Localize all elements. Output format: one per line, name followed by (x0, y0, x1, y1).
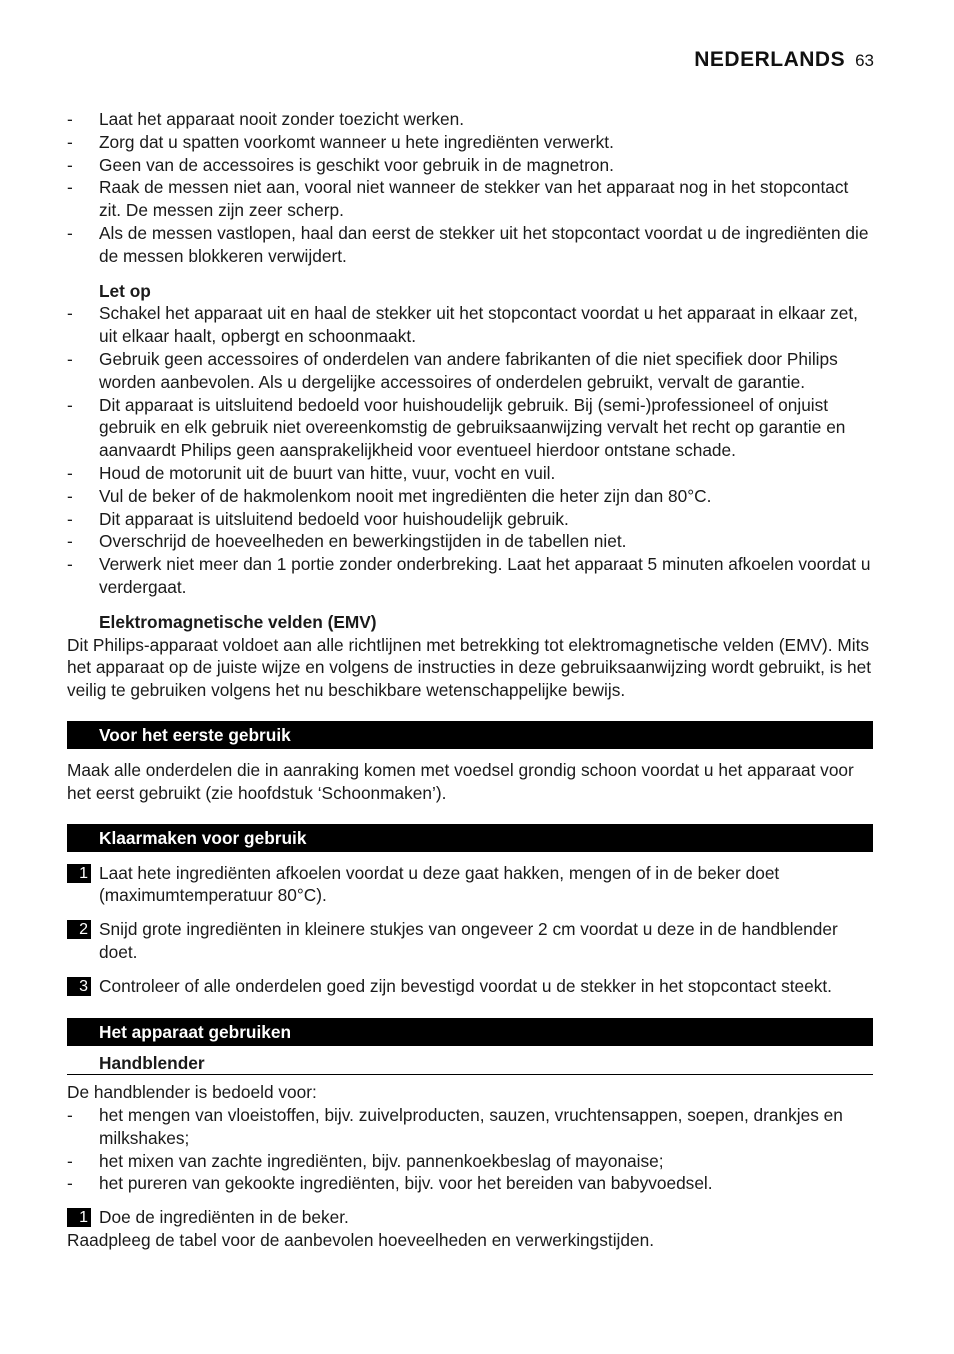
list-item: - Verwerk niet meer dan 1 portie zonder onderbreking. Laat het apparaat 5 minuten afkoelen voordat u verdergaat. (67, 553, 873, 599)
section-bar-prepare: Klaarmaken voor gebruik (67, 824, 873, 852)
first-use-text: Maak alle onderdelen die in aanraking komen met voedsel grondig schoon voordat u het apparaat voor het eerst gebruikt (zie hoofdstuk ‘Schoonmaken’). (67, 759, 854, 803)
handblender-heading: Handblender (99, 1052, 205, 1073)
usage-note: Raadpleeg de tabel voor de aanbevolen hoeveelheden en verwerkingstijden. (67, 1230, 655, 1251)
step-text: Doe de ingrediënten in de beker. (99, 1207, 349, 1228)
warnings-list (67, 108, 873, 268)
section-bar-first-use: Voor het eerste gebruik (67, 721, 873, 749)
emf-heading: Elektromagnetische velden (EMV) (99, 611, 377, 632)
list-item: - Vul de beker of de hakmolenkom nooit met ingrediënten die heter zijn dan 80°C. (67, 485, 873, 508)
page-number: 63 (855, 51, 874, 70)
step-number: 2 (67, 920, 91, 939)
list-item: - Dit apparaat is uitsluitend bedoeld voor huishoudelijk gebruik. Bij (semi-)professioneel of onjuist gebruik en elk gebruik niet overeenkomstig de gebruiksaanwijzing vervalt het recht op garantie en aanvaardt Philips geen aansprakelijkheid voor eventueel hierdoor ontstane schade. (67, 394, 873, 462)
list-item: - Laat het apparaat nooit zonder toezicht werken. (67, 108, 873, 131)
list-item: - Schakel het apparaat uit en haal de stekker uit het stopcontact voordat u het apparaat in elkaar zet, uit elkaar haalt, opbergt en schoonmaakt. (67, 302, 873, 348)
usage-intro: De handblender is bedoeld voor: (67, 1082, 317, 1103)
step-2 (67, 918, 873, 964)
list-item: - Geen van de accessoires is geschikt voor gebruik in de magnetron. (67, 154, 873, 177)
usage-list (67, 1104, 873, 1195)
section-bar-usage: Het apparaat gebruiken (67, 1018, 873, 1046)
emf-text: Dit Philips-apparaat voldoet aan alle richtlijnen met betrekking tot elektromagnetische velden (EMV). Mits het apparaat op de juiste wijze en volgens de instructies in deze gebruiksaanwijzing wordt gebruikt, is het veilig te gebruiken volgens het nu beschikbare wetenschappelijke bewijs. (67, 634, 872, 701)
list-item: - het mixen van zachte ingrediënten, bijv. pannenkoekbeslag of mayonaise; (67, 1150, 873, 1173)
list-item: - Dit apparaat is uitsluitend bedoeld voor huishoudelijk gebruik. (67, 508, 873, 531)
list-item: - Houd de motorunit uit de buurt van hitte, vuur, vocht en vuil. (67, 462, 873, 485)
step-number: 1 (67, 1208, 91, 1227)
usage-step-1 (67, 1206, 873, 1229)
list-item: - Zorg dat u spatten voorkomt wanneer u hete ingrediënten verwerkt. (67, 131, 873, 154)
page-content (67, 108, 873, 1252)
step-number: 3 (67, 977, 91, 996)
page-header (694, 48, 874, 72)
step-text: Snijd grote ingrediënten in kleinere stukjes van ongeveer 2 cm voordat u deze in de handblender doet. (99, 919, 838, 962)
caution-list (67, 302, 873, 598)
step-1 (67, 862, 873, 908)
step-3 (67, 975, 873, 998)
list-item: - het pureren van gekookte ingrediënten, bijv. voor het bereiden van babyvoedsel. (67, 1172, 873, 1195)
step-text: Laat hete ingrediënten afkoelen voordat u deze gaat hakken, mengen of in de beker doet (maximumtemperatuur 80°C). (99, 862, 780, 906)
subsection-heading (67, 1052, 873, 1076)
list-item: - het mengen van vloeistoffen, bijv. zuivelproducten, sauzen, vruchtensappen, soepen, drankjes en milkshakes; (67, 1104, 873, 1150)
language-label: NEDERLANDS (694, 48, 846, 71)
caution-heading: Let op (99, 280, 151, 301)
list-item: - Gebruik geen accessoires of onderdelen van andere fabrikanten of die niet specifiek door Philips worden aanbevolen. Als u dergelijke accessoires of onderdelen gebruikt, vervalt de garantie. (67, 348, 873, 394)
list-item: - Als de messen vastlopen, haal dan eerst de stekker uit het stopcontact voordat u de ingrediënten die de messen blokkeren verwijdert. (67, 222, 873, 268)
list-item: - Raak de messen niet aan, vooral niet wanneer de stekker van het apparaat nog in het stopcontact zit. De messen zijn zeer scherp. (67, 176, 873, 222)
step-text: Controleer of alle onderdelen goed zijn bevestigd voordat u de stekker in het stopcontact steekt. (99, 975, 832, 996)
step-number: 1 (67, 864, 91, 883)
list-item: - Overschrijd de hoeveelheden en bewerkingstijden in de tabellen niet. (67, 530, 873, 553)
